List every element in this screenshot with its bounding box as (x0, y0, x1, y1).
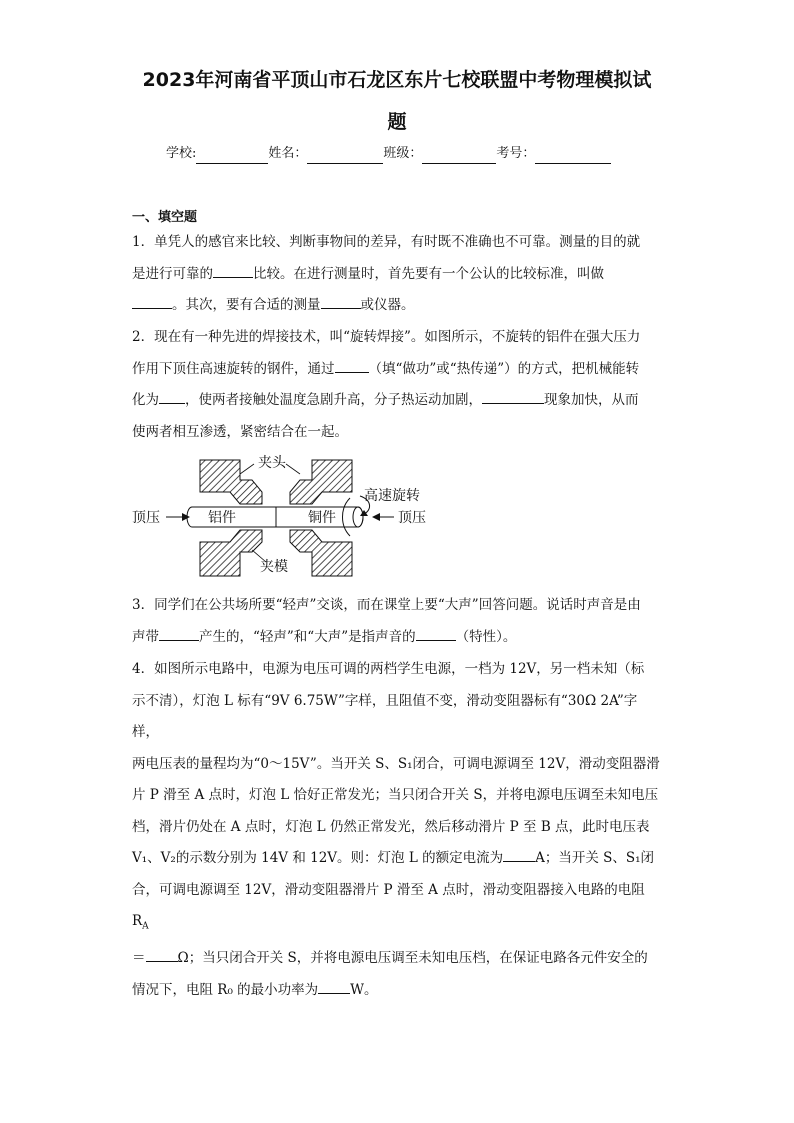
school-blank[interactable] (196, 149, 268, 164)
question-4 (132, 654, 662, 1006)
number-label: 考号： (496, 146, 536, 161)
name-blank[interactable] (307, 149, 383, 164)
right-press-arrow (372, 513, 380, 521)
page-title-line-1: 2023年河南省平顶山市石龙区东片七校联盟中考物理模拟试 (142, 69, 652, 91)
q4-line-3: 两电压表的量程均为“0～15V”。当开关 S、S₁闭合，可调电源调至 12V，滑动变阻器滑 (132, 755, 660, 772)
welding-diagram (128, 452, 428, 582)
q2-blank-1[interactable] (335, 358, 369, 373)
label-mold: 夹模 (260, 559, 288, 575)
label-steel: 铜件 (308, 510, 336, 526)
q2-line-4: 使两者相互渗透，紧密结合在一起。 (132, 423, 348, 440)
welding-figure (128, 452, 428, 586)
section-title: 一、填空题 (132, 210, 198, 225)
class-blank[interactable] (422, 149, 496, 164)
number-blank[interactable] (535, 149, 611, 164)
class-label: 班级： (383, 146, 423, 161)
q2-line-1: 2．现在有一种先进的焊接技术，叫“旋转焊接”。如图所示，不旋转的铝件在强大压力 (132, 329, 641, 345)
q4-line-7: 合，可调电源调至 12V，滑动变阻器滑片 P 滑至 A 点时，滑动变阻器接入电路的电阻 $R_A$ (132, 881, 645, 932)
q2-blank-2[interactable] (159, 389, 185, 404)
q2-line-2: 作用下顶住高速旋转的钢件，通过 （填“做功”或“热传递”）的方式，把机械能转 (132, 354, 662, 386)
name-label: 姓名： (268, 146, 308, 161)
q3-blank-1[interactable] (159, 626, 199, 641)
school-label: 学校: (166, 146, 197, 161)
q3-blank-2[interactable] (416, 626, 456, 641)
q1-blank-2[interactable] (132, 294, 172, 309)
left-upper-clamp (200, 460, 262, 504)
q2-line-3: 化为 ，使两者接触处温度急剧升高，分子热运动加剧， 现象加快，从而 (132, 385, 662, 417)
q4-line-8: ＝ Ω；当只闭合开关 S，并将电源电压调至未知电压档，在保证电路各元件安全的 (132, 943, 662, 975)
question-3 (132, 590, 662, 653)
student-info-row (166, 144, 611, 164)
q1-line-3: 。其次，要有合适的测量 或仪器。 (132, 290, 662, 322)
q3-line-1: 3．同学们在公共场所要“轻声”交谈，而在课堂上要“大声”回答问题。说话时声音是由 (132, 597, 641, 613)
q4-line-1: 4．如图所示电路中，电源为电压可调的两档学生电源，一档为 12V，另一档未知（标 (132, 661, 645, 677)
q4-line-6: V₁、V₂的示数分别为 14V 和 12V。则：灯泡 L 的额定电流为 A；当开关 S、S₁闭 (132, 843, 662, 875)
q1-line-1: 1．单凭人的感官来比较、判断事物间的差异，有时既不准确也不可靠。测量的目的就 (132, 234, 641, 250)
label-clamp-head: 夹头 (258, 455, 286, 471)
question-2 (132, 322, 662, 448)
q4-blank-1[interactable] (503, 847, 535, 862)
label-high-speed-rotation: 高速旋转 (364, 488, 420, 504)
q1-line-2: 是进行可靠的 比较。在进行测量时，首先要有一个公认的比较标准，叫做 (132, 259, 662, 291)
q4-line-9: 情况下，电阻 R₀ 的最小功率为 W。 (132, 975, 662, 1007)
q3-line-2: 声带 产生的，“轻声”和“大声”是指声音的 （特性）。 (132, 622, 662, 654)
q4-line-5: 档，滑片仍处在 A 点时，灯泡 L 仍然正常发光，然后移动滑片 P 至 B 点，此时电压表 (132, 818, 650, 835)
page-title-line-2: 题 (387, 111, 407, 133)
question-1 (132, 227, 662, 322)
label-aluminum: 铝件 (208, 510, 236, 526)
right-upper-clamp (290, 460, 352, 504)
q1-blank-1[interactable] (213, 263, 253, 278)
label-press-left: 顶压 (132, 510, 160, 526)
q2-blank-3[interactable] (482, 389, 544, 404)
right-lower-clamp (290, 530, 352, 576)
left-lower-clamp (200, 530, 262, 576)
q1-blank-3[interactable] (321, 294, 361, 309)
q4-line-4: 片 P 滑至 A 点时，灯泡 L 恰好正常发光；当只闭合开关 S，并将电源电压调至未知电压 (132, 787, 659, 803)
q4-blank-3[interactable] (318, 979, 350, 994)
q4-line-2: 示不清），灯泡 L 标有“9V 6.75W”字样，且阻值不变，滑动变阻器标有“30Ω 2A”字样， (132, 692, 638, 740)
label-press-right: 顶压 (398, 510, 426, 526)
q4-blank-2[interactable] (146, 947, 178, 962)
